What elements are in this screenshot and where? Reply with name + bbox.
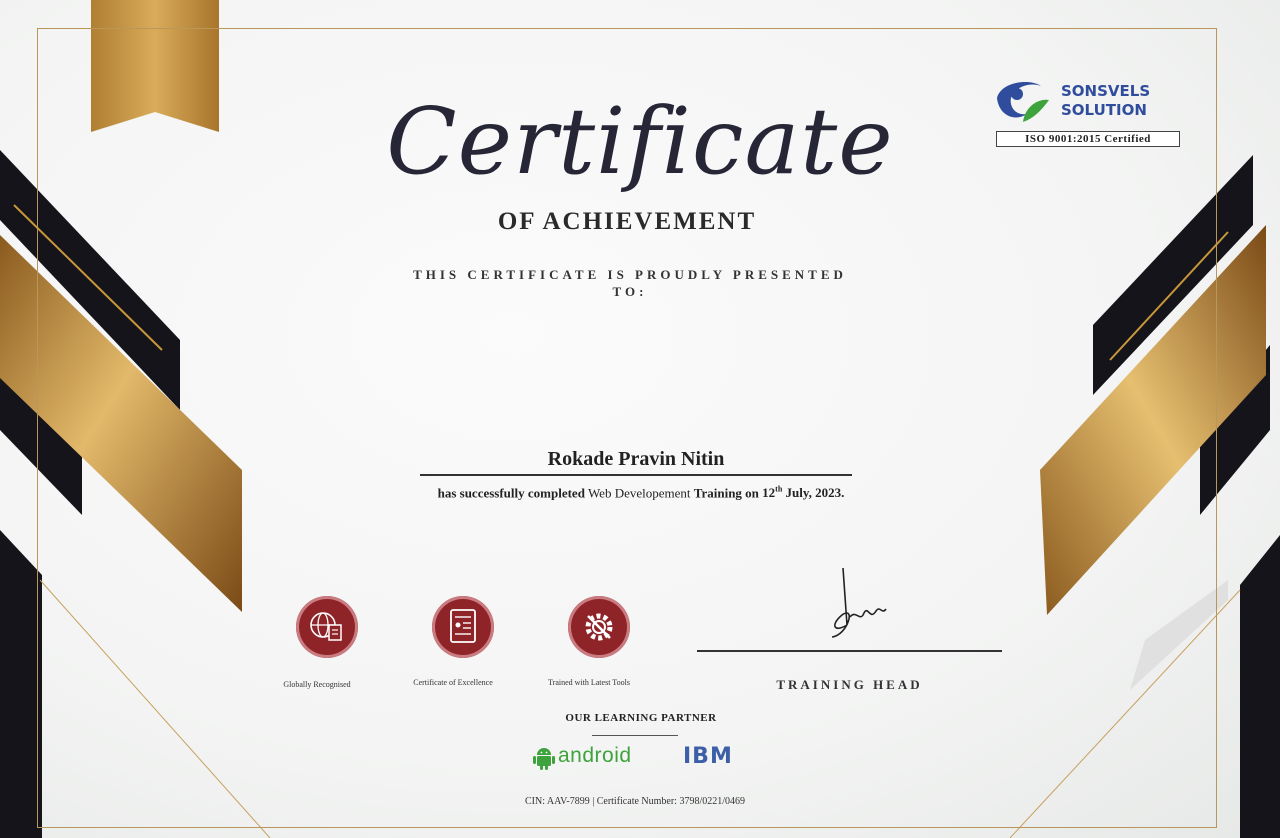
course-name: Web Developement — [587, 485, 691, 501]
date-day-suffix: th — [775, 485, 783, 494]
signature-graphic — [820, 565, 900, 655]
badge-label-certificate-excellence: Certificate of Excellence — [413, 678, 493, 687]
badge-label-latest-tools: Trained with Latest Tools — [548, 678, 630, 687]
certificate-footer: CIN: AAV-7899 | Certificate Number: 3798/0221/0469 — [524, 796, 746, 807]
gear-tools-icon — [568, 596, 630, 658]
presented-to-text: THIS CERTIFICATE IS PROUDLY PRESENTED TO: — [413, 267, 847, 299]
recipient-name: Rokade Pravin Nitin — [547, 448, 725, 470]
partner-divider — [592, 735, 678, 736]
document-icon — [432, 596, 494, 658]
globe-certificate-icon — [296, 596, 358, 658]
learning-partner-title: OUR LEARNING PARTNER — [565, 712, 717, 724]
iso-certified-badge: ISO 9001:2015 Certified — [996, 131, 1180, 147]
ibm-logo-text: IBM — [683, 744, 733, 769]
certificate-title: Certificate — [386, 88, 894, 195]
issuer-name-line1: SONSVELS — [1061, 82, 1151, 100]
completion-statement — [0, 485, 1280, 501]
signature-line — [697, 650, 1002, 652]
badge-label-globally-recognised: Globally Recognised — [283, 680, 351, 689]
date-day: 12 — [762, 485, 776, 501]
completion-prefix: has successfully completed — [437, 485, 585, 501]
certificate-subtitle: OF ACHIEVEMENT — [497, 208, 757, 235]
android-logo-text: android — [558, 744, 632, 767]
completion-date — [762, 485, 844, 500]
date-rest: July, 2023. — [785, 485, 845, 501]
recipient-name-underline — [420, 474, 852, 476]
issuer-name-line2: SOLUTION — [1061, 101, 1147, 119]
training-head-label: TRAINING HEAD — [776, 677, 923, 692]
android-robot-icon — [532, 745, 556, 771]
training-label: Training on — [693, 485, 759, 501]
